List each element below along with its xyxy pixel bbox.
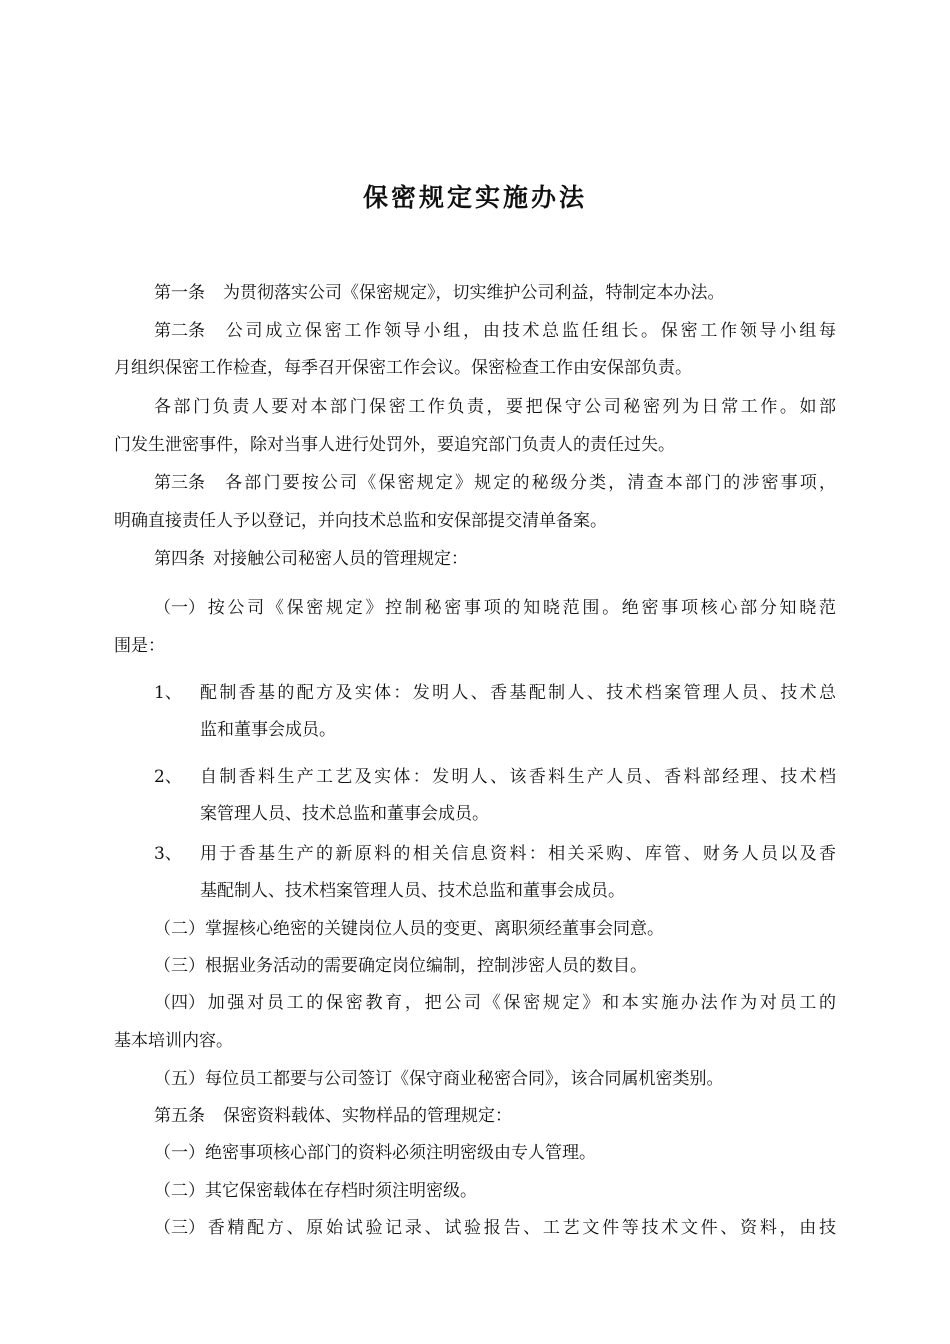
article-4-item-1-text-1: 按公司《保密规定》控制秘密事项的知晓范围。绝密事项核心部分知晓范 — [205, 598, 836, 618]
article-4-item-3-label: （三） — [154, 956, 205, 976]
article-4-item-2-text: 掌握核心绝密的关键岗位人员的变更、离职须经董事会同意。 — [205, 919, 664, 939]
list-item-1-line-1: 配制香基的配方及实体：发明人、香基配制人、技术档案管理人员、技术总 — [200, 683, 836, 703]
list-item-2-line-1: 自制香料生产工艺及实体：发明人、该香料生产人员、香料部经理、技术档 — [200, 767, 836, 787]
article-1 — [154, 282, 725, 304]
article-4-label: 第四条 — [154, 549, 205, 569]
article-2-paragraph-2-line-1: 各部门负责人要对本部门保密工作负责，要把保守公司秘密列为日常工作。如部 — [154, 397, 836, 417]
article-2-text-1: 公司成立保密工作领导小组，由技术总监任组长。保密工作领导小组每 — [223, 321, 836, 341]
list-item-3-line-1: 用于香基生产的新原料的相关信息资料：相关采购、库管、财务人员以及香 — [200, 844, 836, 864]
article-5 — [154, 1105, 512, 1127]
article-4-item-4-line-2: 基本培训内容。 — [114, 1031, 233, 1051]
article-2-paragraph-2-line-2: 门发生泄密事件，除对当事人进行处罚外，要追究部门负责人的责任过失。 — [114, 435, 675, 455]
article-4 — [154, 548, 468, 570]
article-4-item-2-label: （二） — [154, 919, 205, 939]
article-4-item-4-text-1: 加强对员工的保密教育，把公司《保密规定》和本实施办法作为对员工的 — [205, 993, 836, 1013]
list-item-3-line-2: 基配制人、技术档案管理人员、技术总监和董事会成员。 — [200, 881, 625, 901]
article-1-label: 第一条 — [154, 283, 205, 303]
list-item-1-number: 1、 — [154, 683, 182, 703]
article-4-item-5-text: 每位员工都要与公司签订《保守商业秘密合同》，该合同属机密类别。 — [205, 1069, 724, 1089]
list-item-2-number: 2、 — [154, 767, 182, 787]
article-5-item-3-label: （三） — [154, 1218, 205, 1238]
article-5-item-1 — [154, 1142, 596, 1164]
article-5-item-1-label: （一） — [154, 1143, 205, 1163]
article-5-label: 第五条 — [154, 1106, 205, 1126]
article-4-item-1-line-2: 围是： — [114, 636, 165, 656]
article-5-item-1-text: 绝密事项核心部门的资料必须注明密级由专人管理。 — [205, 1143, 596, 1163]
article-4-item-5-label: （五） — [154, 1069, 205, 1089]
article-2-label: 第二条 — [154, 321, 205, 341]
article-3-line-2: 明确直接责任人予以登记，并向技术总监和安保部提交清单备案。 — [114, 511, 607, 531]
article-3-text-1: 各部门要按公司《保密规定》规定的秘级分类，清查本部门的涉密事项， — [223, 473, 836, 493]
article-2-line-2: 月组织保密工作检查，每季召开保密工作会议。保密检查工作由安保部负责。 — [114, 358, 692, 378]
article-4-item-4-line-1 — [114, 992, 836, 1014]
article-2-line-1 — [114, 320, 836, 342]
list-item-3-number: 3、 — [154, 844, 182, 864]
article-5-item-3 — [114, 1217, 836, 1239]
article-5-item-2-label: （二） — [154, 1181, 205, 1201]
article-4-item-2 — [154, 918, 664, 940]
article-4-item-1-label: （一） — [154, 598, 205, 618]
list-item-1-line-2: 监和董事会成员。 — [200, 720, 336, 740]
article-1-text: 为贯彻落实公司《保密规定》，切实维护公司利益，特制定本办法。 — [223, 283, 725, 303]
article-4-item-4-label: （四） — [154, 993, 205, 1013]
article-4-item-5 — [154, 1068, 724, 1090]
document-title: 保密规定实施办法 — [362, 183, 587, 212]
article-5-item-3-text: 香精配方、原始试验记录、试验报告、工艺文件等技术文件、资料，由技 — [205, 1218, 836, 1238]
list-item-2-line-2: 案管理人员、技术总监和董事会成员。 — [200, 804, 489, 824]
article-3-label: 第三条 — [154, 473, 205, 493]
article-4-item-1-line-1 — [114, 597, 836, 619]
article-3-line-1 — [114, 472, 836, 494]
article-4-item-3-text: 根据业务活动的需要确定岗位编制，控制涉密人员的数目。 — [205, 956, 647, 976]
article-5-item-2 — [154, 1180, 477, 1202]
article-5-text: 保密资料载体、实物样品的管理规定： — [223, 1106, 512, 1126]
article-4-item-3 — [154, 955, 647, 977]
article-5-item-2-text: 其它保密载体在存档时须注明密级。 — [205, 1181, 477, 1201]
article-4-text: 对接触公司秘密人员的管理规定： — [213, 549, 468, 569]
